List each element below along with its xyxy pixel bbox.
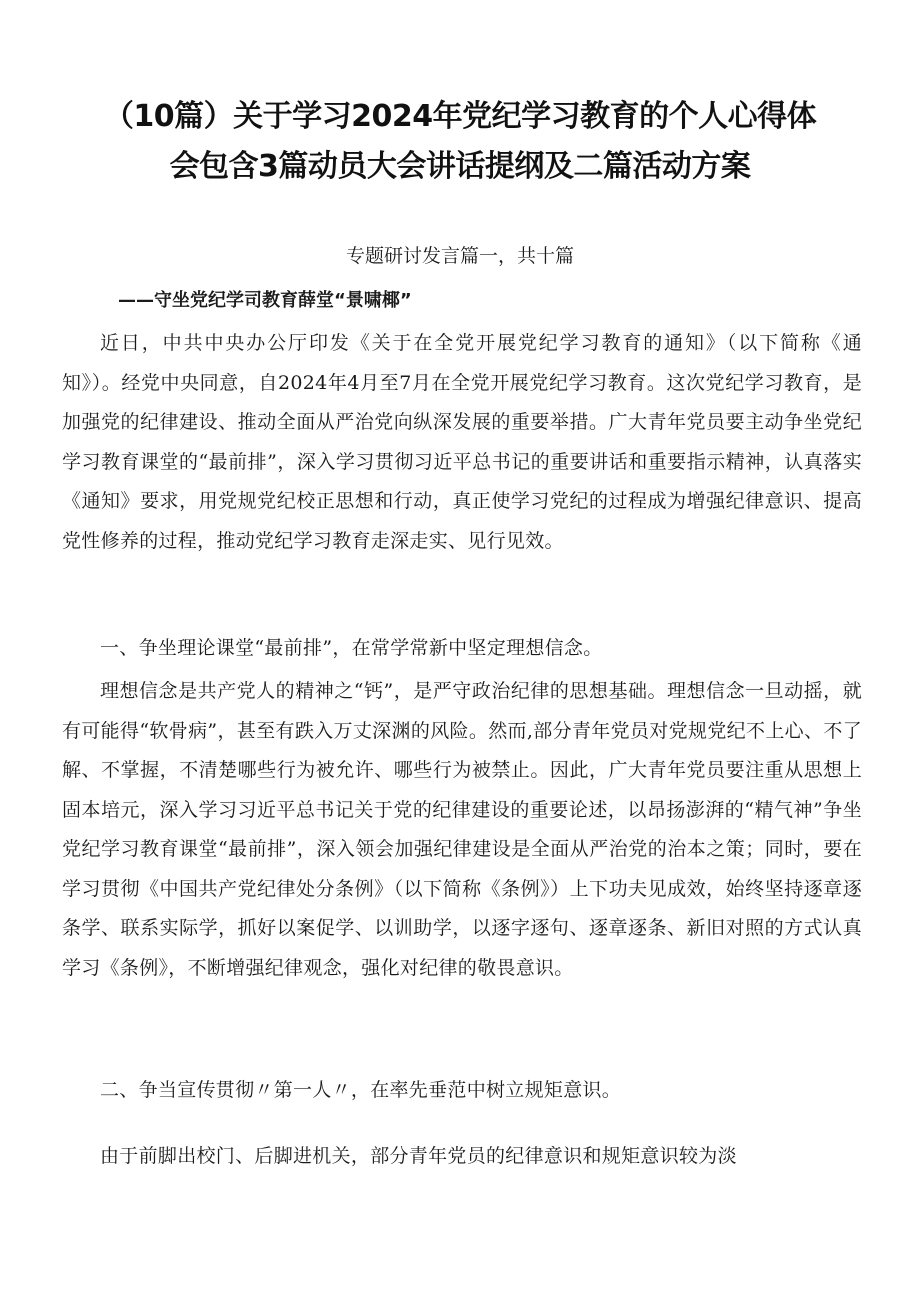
title-line-1: （10篇）关于学习2024年党纪学习教育的个人心得体: [103, 99, 817, 134]
body-paragraph-intro: 近日，中共中央办公厅印发《关于在全党开展党纪学习教育的通知》（以下简称《通知》）。经党中央同意，自2024年4月至7月在全党开展党纪学习教育。这次党纪学习教育，是加强党的纪律建设、推动全面从严治党向纵深发展的重要举措。广大青年党员要主动争坐党纪学习教育课堂的“最前排”，深入学习贯彻习近平总书记的重要讲话和重要指示精神，认真落实《通知》要求，用党规党纪校正思想和行动，真正使学习党纪的过程成为增强纪律意识、提高党性修养的过程，推动党纪学习教育走深走实、见行见效。: [62, 332, 862, 552]
section-heading-2: 二、争当宣传贯彻〃第一人〃，在率先垂范中树立规矩意识。: [100, 1079, 622, 1101]
body-paragraph-section-2: 由于前脚出校门、后脚进机关，部分青年党员的纪律意识和规矩意识较为淡: [100, 1145, 737, 1167]
body-paragraph-section-1: 理想信念是共产党人的精神之“钙”，是严守政治纪律的思想基础。理想信念一旦动摇，就有可能得“软骨病”，甚至有跌入万丈深渊的风险。然而,部分青年党员对党规党纪不上心、不了解、不掌握，不清楚哪些行为被允许、哪些行为被禁止。因此，广大青年党员要注重从思想上固本培元，深入学习习近平总书记关于党的纪律建设的重要论述，以昂扬澎湃的“精气神”争坐党纪学习教育课堂“最前排”，深入领会加强纪律建设是全面从严治党的治本之策；同时，要在学习贯彻《中国共产党纪律处分条例》（以下简称《条例》）上下功夫见成效，始终坚持逐章逐条学、联系实际学，抓好以案促学、以训助学，以逐字逐句、逐章逐条、新旧对照的方式认真学习《条例》，不断增强纪律观念，强化对纪律的敬畏意识。: [62, 680, 862, 979]
document-title: [60, 92, 860, 192]
title-line-2: 会包含3篇动员大会讲话提纲及二篇活动方案: [169, 149, 751, 184]
section-heading-1: 一、争坐理论课堂“最前排”，在常学常新中坚定理想信念。: [100, 637, 603, 659]
section-subtitle: 专题研讨发言篇一，共十篇: [345, 245, 574, 267]
article-byline: ——守坐党纪学司教育薛堂“景啸椰”: [118, 290, 412, 311]
